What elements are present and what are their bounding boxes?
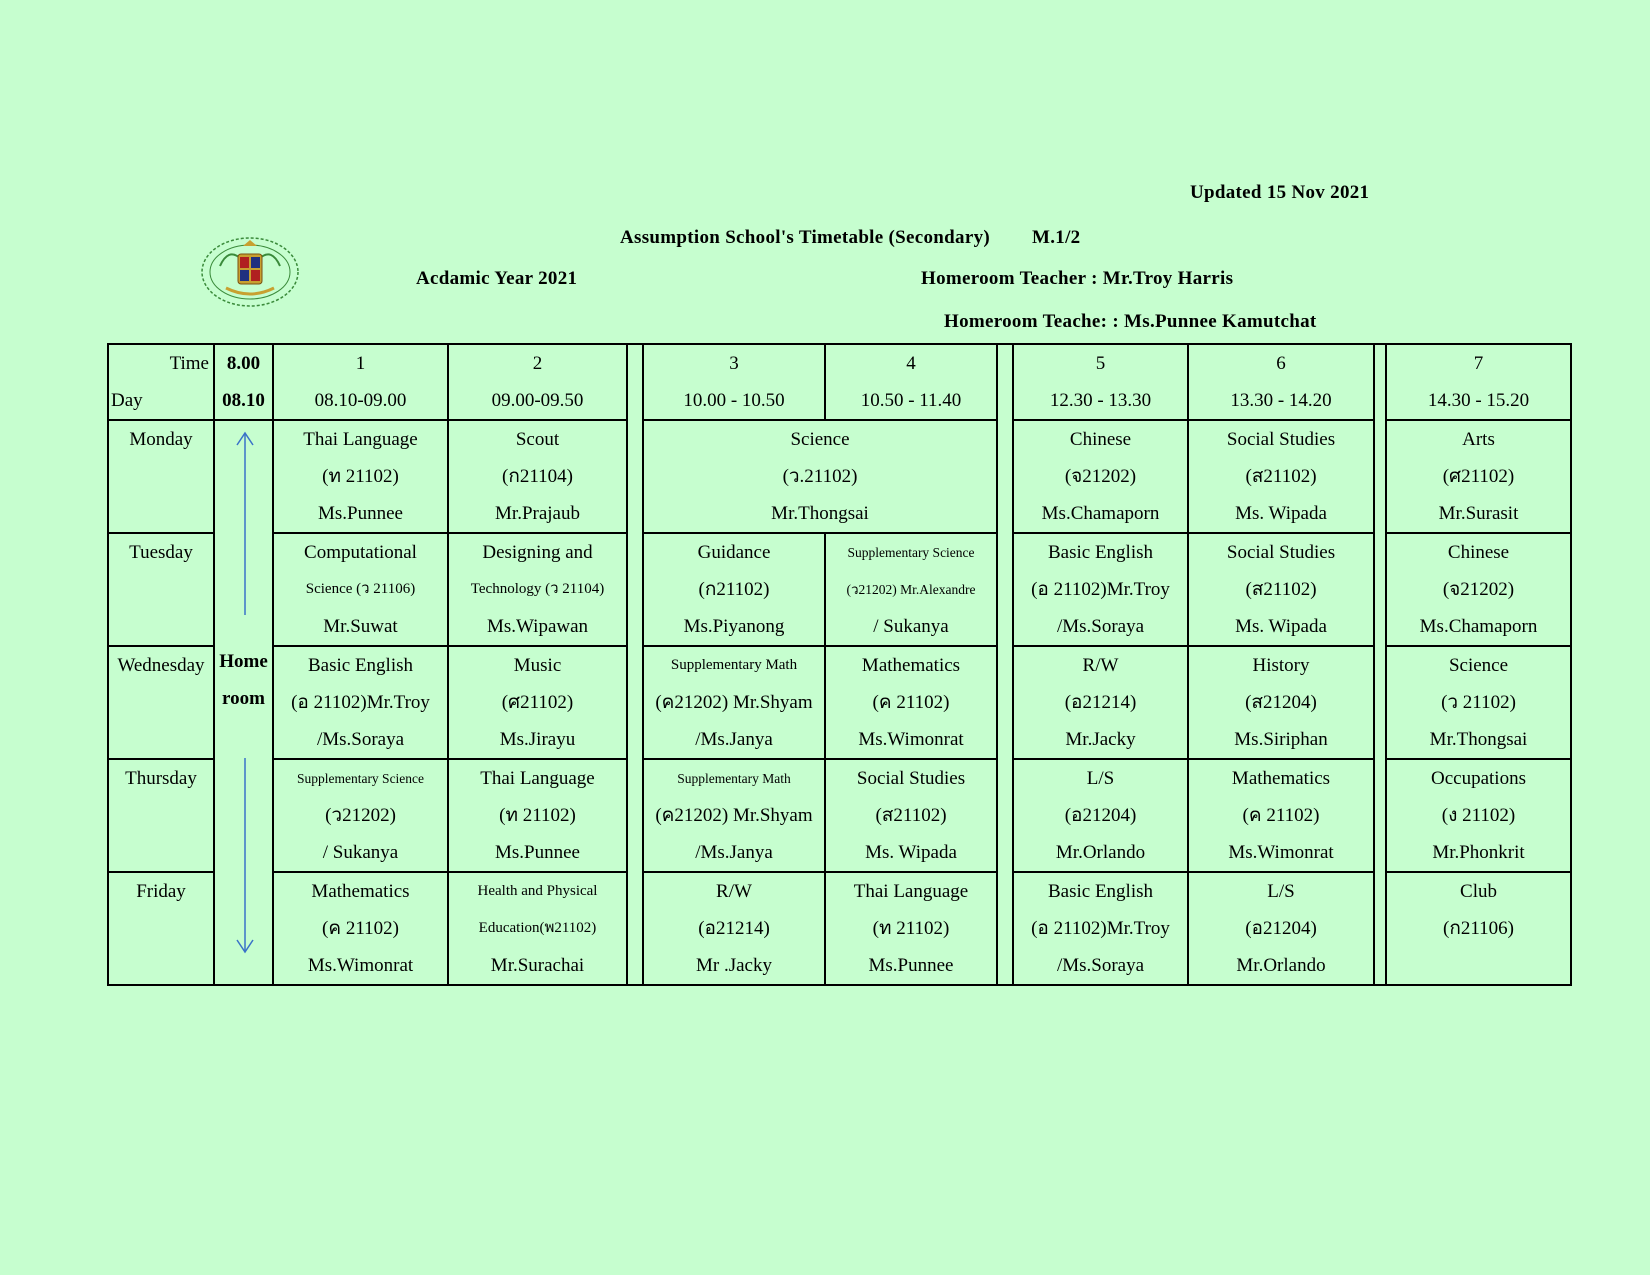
period-5-header bbox=[1013, 344, 1188, 420]
class-cell bbox=[1013, 420, 1188, 533]
teacher: Ms. Wipada bbox=[865, 842, 957, 863]
subject: Scout bbox=[515, 429, 560, 450]
teacher: Mr.Orlando bbox=[1236, 955, 1326, 976]
class-cell bbox=[1386, 420, 1571, 533]
course-code: Science (ว 21106) bbox=[305, 581, 416, 597]
class-cell bbox=[448, 759, 627, 872]
teacher: /Ms.Janya bbox=[695, 842, 773, 863]
class-cell bbox=[273, 646, 448, 759]
course-code: (ส21204) bbox=[1245, 692, 1317, 713]
teacher: Ms.Piyanong bbox=[683, 616, 785, 637]
class-cell bbox=[643, 646, 825, 759]
teacher: Mr.Surasit bbox=[1438, 503, 1519, 524]
academic-year: Acdamic Year 2021 bbox=[416, 268, 578, 289]
period-6-header bbox=[1188, 344, 1374, 420]
homeroom-end: 08.10 bbox=[222, 390, 265, 411]
timetable bbox=[107, 343, 1572, 986]
period-time: 10.50 - 11.40 bbox=[860, 390, 962, 411]
teacher: Mr.Surachai bbox=[490, 955, 585, 976]
period-1-header bbox=[273, 344, 448, 420]
teacher: Mr.Phonkrit bbox=[1432, 842, 1525, 863]
course-code: (ว21202) Mr.Alexandre bbox=[846, 582, 976, 597]
class-cell bbox=[1386, 533, 1571, 646]
course-code: (ว21202) bbox=[325, 805, 396, 826]
class-cell bbox=[1013, 646, 1188, 759]
subject: History bbox=[1252, 655, 1310, 676]
teacher: Ms.Wimonrat bbox=[1228, 842, 1334, 863]
course-code: (ศ21102) bbox=[1442, 466, 1515, 487]
class-cell bbox=[643, 872, 825, 985]
teacher: Ms. Wipada bbox=[1235, 503, 1327, 524]
subject: Music bbox=[513, 655, 562, 676]
day-label-friday: Friday bbox=[108, 872, 214, 985]
subject: Designing and bbox=[482, 542, 593, 563]
subject: Club bbox=[1460, 881, 1497, 902]
course-code: (ส21102) bbox=[1245, 466, 1317, 487]
period-time: 13.30 - 14.20 bbox=[1230, 390, 1332, 411]
class-cell bbox=[1013, 872, 1188, 985]
subject: L/S bbox=[1086, 768, 1115, 789]
day-label: Day bbox=[111, 390, 143, 411]
teacher: / Sukanya bbox=[873, 616, 949, 637]
course-code: (ค 21102) bbox=[1242, 805, 1320, 826]
period-number: 3 bbox=[729, 353, 739, 374]
updated-date: Updated 15 Nov 2021 bbox=[1190, 182, 1370, 203]
teacher: Ms.Jirayu bbox=[499, 729, 576, 750]
course-code: (ศ21102) bbox=[501, 692, 574, 713]
break-column-2 bbox=[1374, 344, 1386, 985]
lunch-column bbox=[997, 344, 1013, 985]
class-cell bbox=[1013, 533, 1188, 646]
class-cell bbox=[1013, 759, 1188, 872]
class-cell bbox=[825, 872, 997, 985]
day-row-tuesday bbox=[108, 533, 1571, 646]
period-time: 12.30 - 13.30 bbox=[1049, 390, 1152, 411]
course-code: (อ21214) bbox=[1064, 692, 1137, 713]
class-cell bbox=[273, 533, 448, 646]
class-cell bbox=[1386, 872, 1571, 985]
class-cell bbox=[1386, 646, 1571, 759]
subject: Basic English bbox=[1047, 542, 1154, 563]
class-cell bbox=[1188, 872, 1374, 985]
teacher: / Sukanya bbox=[322, 842, 399, 863]
class-cell bbox=[1188, 420, 1374, 533]
subject: Occupations bbox=[1431, 768, 1526, 789]
subject: Supplementary Math bbox=[670, 657, 798, 673]
subject: Science bbox=[790, 429, 850, 450]
course-code: (อ21214) bbox=[698, 918, 770, 939]
subject: Health and Physical bbox=[477, 883, 598, 899]
homeroom-label: Home bbox=[219, 651, 268, 672]
header-row bbox=[108, 344, 1571, 420]
course-code: (ว 21102) bbox=[1441, 692, 1516, 713]
class-cell bbox=[448, 533, 627, 646]
course-code: (อ21204) bbox=[1064, 805, 1137, 826]
class-cell bbox=[273, 420, 448, 533]
subject: Supplementary Science bbox=[296, 771, 425, 786]
course-code: (อ 21102)Mr.Troy bbox=[1031, 918, 1170, 939]
class-cell bbox=[273, 872, 448, 985]
teacher bbox=[1387, 947, 1570, 984]
subject: Thai Language bbox=[303, 429, 418, 450]
class-cell-double bbox=[643, 420, 997, 533]
subject: Social Studies bbox=[1226, 429, 1336, 450]
day-row-thursday bbox=[108, 759, 1571, 872]
class-cell bbox=[273, 759, 448, 872]
period-time: 08.10-09.00 bbox=[314, 390, 407, 411]
homeroom-teacher-1: Homeroom Teacher : Mr.Troy Harris bbox=[921, 268, 1234, 289]
subject: Thai Language bbox=[480, 768, 595, 789]
course-code: (ค21202) Mr.Shyam bbox=[655, 805, 813, 826]
teacher: /Ms.Soraya bbox=[1056, 955, 1145, 976]
period-time: 09.00-09.50 bbox=[491, 390, 584, 411]
course-code: (อ 21102)Mr.Troy bbox=[291, 692, 430, 713]
teacher: Mr .Jacky bbox=[696, 955, 772, 976]
period-number: 7 bbox=[1473, 353, 1484, 374]
teacher: Mr.Prajaub bbox=[495, 503, 580, 524]
teacher: Ms.Punnee bbox=[318, 503, 403, 524]
time-day-header bbox=[108, 344, 214, 420]
day-row-friday bbox=[108, 872, 1571, 985]
course-code: (ก21106) bbox=[1443, 918, 1514, 939]
period-7-header bbox=[1386, 344, 1571, 420]
class-name: M.1/2 bbox=[1032, 227, 1081, 248]
class-cell bbox=[448, 420, 627, 533]
course-code: (ก21102) bbox=[698, 579, 770, 600]
class-cell bbox=[643, 759, 825, 872]
period-2-header bbox=[448, 344, 627, 420]
period-number: 1 bbox=[355, 353, 366, 374]
teacher: Ms.Wimonrat bbox=[858, 729, 964, 750]
day-label-thursday: Thursday bbox=[108, 759, 214, 872]
homeroom-column bbox=[214, 420, 273, 985]
subject: Social Studies bbox=[1226, 542, 1336, 563]
teacher: Ms. Wipada bbox=[1235, 616, 1327, 637]
period-4-header bbox=[825, 344, 997, 420]
subject: Supplementary Math bbox=[677, 771, 791, 786]
period-number: 2 bbox=[532, 353, 543, 374]
class-cell bbox=[1188, 533, 1374, 646]
teacher: Ms.Wipawan bbox=[486, 616, 589, 637]
subject: Guidance bbox=[697, 542, 771, 563]
day-label-wednesday: Wednesday bbox=[108, 646, 214, 759]
teacher: Ms.Punnee bbox=[495, 842, 580, 863]
subject: Thai Language bbox=[853, 881, 969, 902]
break-column-1 bbox=[627, 344, 643, 985]
homeroom-teacher-2: Homeroom Teache: : Ms.Punnee Kamutchat bbox=[944, 311, 1317, 332]
subject: Basic English bbox=[307, 655, 414, 676]
subject: Supplementary Science bbox=[847, 545, 975, 560]
course-code: (ท 21102) bbox=[499, 805, 576, 826]
teacher: Ms.Punnee bbox=[868, 955, 954, 976]
subject: Mathematics bbox=[311, 881, 410, 902]
course-code: (จ21202) bbox=[1064, 466, 1137, 487]
course-code: (ส21102) bbox=[875, 805, 947, 826]
teacher: Mr.Thongsai bbox=[1429, 729, 1528, 750]
subject: Science bbox=[1448, 655, 1509, 676]
teacher: Mr.Orlando bbox=[1055, 842, 1146, 863]
subject: R/W bbox=[1082, 655, 1119, 676]
period-time: 10.00 - 10.50 bbox=[683, 390, 785, 411]
teacher: /Ms.Soraya bbox=[1056, 616, 1145, 637]
class-cell bbox=[448, 646, 627, 759]
subject: L/S bbox=[1267, 881, 1295, 902]
class-cell bbox=[1188, 646, 1374, 759]
subject: Mathematics bbox=[861, 655, 961, 676]
subject: Basic English bbox=[1047, 881, 1154, 902]
period-number: 4 bbox=[906, 353, 916, 374]
subject: Chinese bbox=[1447, 542, 1510, 563]
subject: Social Studies bbox=[856, 768, 966, 789]
subject: R/W bbox=[716, 881, 752, 902]
period-3-header bbox=[643, 344, 825, 420]
day-label-monday: Monday bbox=[108, 420, 214, 533]
subject: Mathematics bbox=[1231, 768, 1331, 789]
teacher: Ms.Chamaporn bbox=[1419, 616, 1538, 637]
course-code: (ค21202) Mr.Shyam bbox=[655, 692, 813, 713]
teacher: /Ms.Soraya bbox=[316, 729, 405, 750]
subject: Arts bbox=[1462, 429, 1495, 450]
course-code: (ว.21102) bbox=[782, 466, 858, 487]
course-code: (จ21202) bbox=[1442, 579, 1515, 600]
course-code: (ง 21102) bbox=[1441, 805, 1516, 826]
course-code: (ท 21102) bbox=[872, 918, 950, 939]
subject: Chinese bbox=[1069, 429, 1132, 450]
class-cell bbox=[1386, 759, 1571, 872]
class-cell bbox=[643, 533, 825, 646]
course-code: Education(พ21102) bbox=[478, 920, 597, 936]
homeroom-time-header bbox=[214, 344, 273, 420]
class-cell bbox=[825, 646, 997, 759]
teacher: /Ms.Janya bbox=[695, 729, 773, 750]
class-cell bbox=[1188, 759, 1374, 872]
teacher: Mr.Thongsai bbox=[771, 503, 869, 524]
school-crest-logo bbox=[200, 236, 300, 308]
teacher: Ms.Siriphan bbox=[1234, 729, 1328, 750]
course-code: (ส21102) bbox=[1245, 579, 1317, 600]
homeroom-start: 8.00 bbox=[226, 353, 261, 374]
time-label: Time bbox=[169, 353, 209, 374]
class-cell bbox=[448, 872, 627, 985]
arrow-down-icon bbox=[233, 756, 257, 956]
course-code: (อ 21102)Mr.Troy bbox=[1031, 579, 1170, 600]
day-row-wednesday bbox=[108, 646, 1571, 759]
course-code: (ค 21102) bbox=[322, 918, 399, 939]
course-code: (ก21104) bbox=[502, 466, 573, 487]
homeroom-label: room bbox=[222, 688, 265, 709]
class-cell bbox=[825, 759, 997, 872]
course-code: (อ21204) bbox=[1245, 918, 1317, 939]
course-code: (ค 21102) bbox=[872, 692, 950, 713]
day-row-monday bbox=[108, 420, 1571, 533]
course-code: Technology (ว 21104) bbox=[470, 581, 605, 597]
page-title: Assumption School's Timetable (Secondary) bbox=[620, 227, 990, 248]
course-code: (ท 21102) bbox=[322, 466, 399, 487]
day-label-tuesday: Tuesday bbox=[108, 533, 214, 646]
period-time: 14.30 - 15.20 bbox=[1427, 390, 1530, 411]
period-number: 5 bbox=[1095, 353, 1106, 374]
teacher: Ms.Wimonrat bbox=[307, 955, 414, 976]
arrow-up-icon bbox=[233, 429, 257, 619]
teacher: Ms.Chamaporn bbox=[1041, 503, 1160, 524]
period-number: 6 bbox=[1276, 353, 1286, 374]
class-cell bbox=[825, 533, 997, 646]
subject: Computational bbox=[304, 542, 417, 563]
teacher: Mr.Jacky bbox=[1065, 729, 1136, 750]
teacher: Mr.Suwat bbox=[323, 616, 398, 637]
